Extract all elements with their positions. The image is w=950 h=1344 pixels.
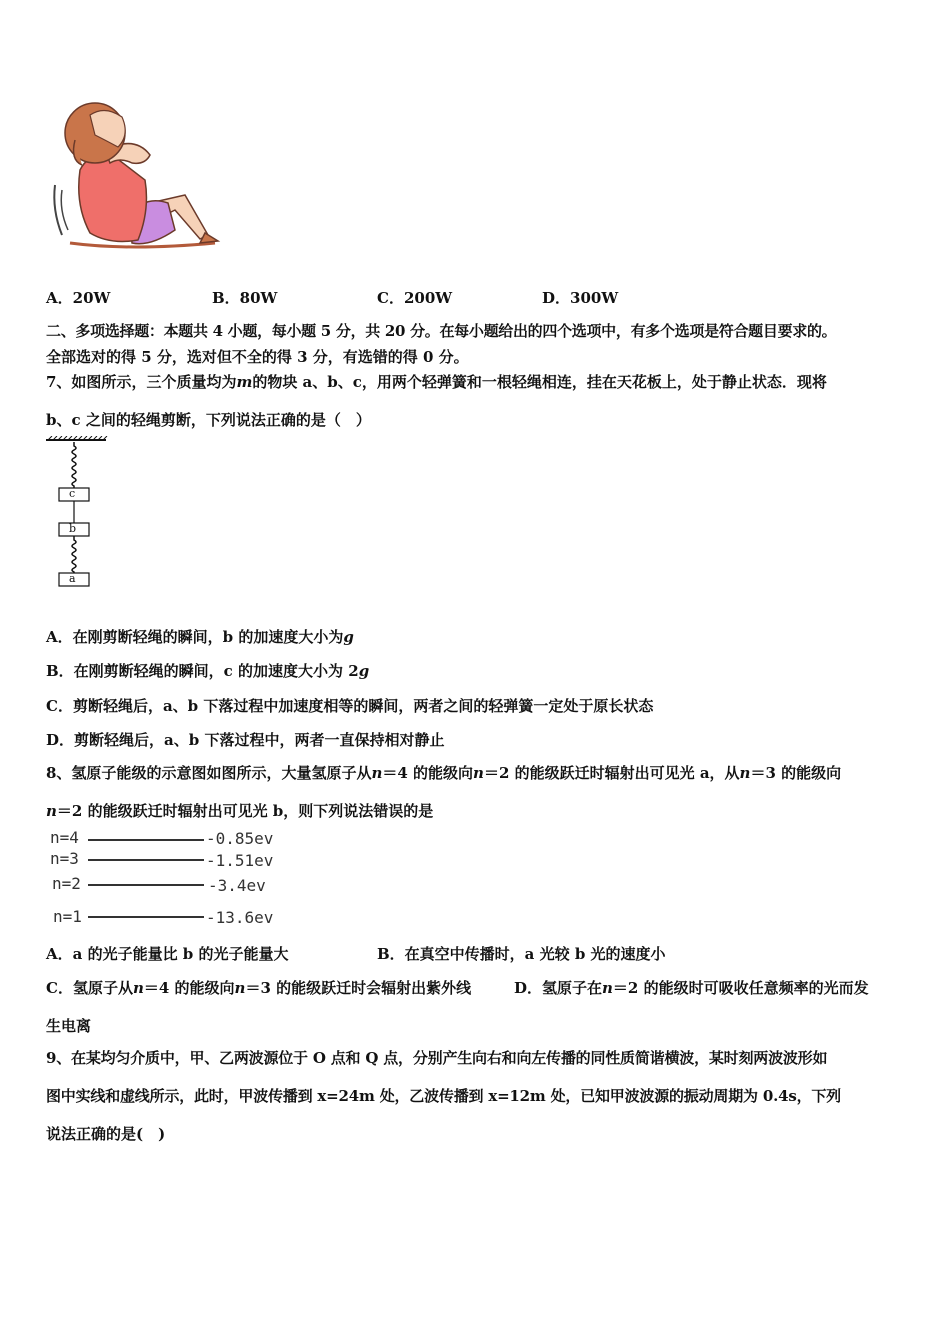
q9-stem-line3: 说法正确的是( ) <box>46 1125 166 1143</box>
situp-girl-illustration <box>50 95 225 255</box>
q8-option-a: A．a 的光子能量比 b 的光子能量大 <box>46 945 289 963</box>
q8-stem-line2: n＝2 的能级跃迁时辐射出可见光 b，则下列说法错误的是 <box>46 802 434 820</box>
block-b-label: b <box>69 522 77 535</box>
level-n4-line <box>88 839 204 841</box>
q7-stem-line1: 7、如图所示，三个质量均为m的物块 a、b、c，用两个轻弹簧和一根轻绳相连，挂在天花板上，处于静止状态．现将 <box>46 373 827 391</box>
level-n3-label: n=3 <box>50 849 79 868</box>
q6-option-a: A．20W <box>46 289 111 307</box>
block-c-label: c <box>69 487 76 500</box>
block-a-label: a <box>69 572 76 585</box>
level-n1-label: n=1 <box>53 907 82 926</box>
q7-option-a: A．在刚剪断轻绳的瞬间，b 的加速度大小为g <box>46 628 354 646</box>
q8-stem-line1: 8、氢原子能级的示意图如图所示，大量氢原子从n＝4 的能级向n＝2 的能级跃迁时辐射出可见光 a，从n＝3 的能级向 <box>46 764 842 782</box>
q7-spring-figure <box>44 436 110 592</box>
q9-stem-line2: 图中实线和虚线所示，此时，甲波传播到 x=24m 处，乙波传播到 x=12m 处，已知甲波波源的振动周期为 0.4s，下列 <box>46 1087 841 1105</box>
level-n2-line <box>88 884 204 886</box>
level-n4-label: n=4 <box>50 828 79 847</box>
level-n3-energy: -1.51ev <box>206 851 274 870</box>
level-n4-energy: -0.85ev <box>206 829 274 848</box>
level-n2-label: n=2 <box>52 874 81 893</box>
section2-heading-line1: 二、多项选择题：本题共 4 小题，每小题 5 分，共 20 分。在每小题给出的四个选项中，有多个选项是符合题目要求的。 <box>46 322 837 340</box>
q8-option-b: B．在真空中传播时，a 光较 b 光的速度小 <box>377 945 666 963</box>
q7-option-d: D．剪断轻绳后，a、b 下落过程中，两者一直保持相对静止 <box>46 731 445 749</box>
level-n1-line <box>88 916 204 918</box>
level-n1-energy: -13.6ev <box>206 908 274 927</box>
q8-option-d-cont: 生电离 <box>46 1017 92 1035</box>
q7-stem-line2: b、c 之间的轻绳剪断，下列说法正确的是（ ） <box>46 411 371 429</box>
q7-option-c: C．剪断轻绳后，a、b 下落过程中加速度相等的瞬间，两者之间的轻弹簧一定处于原长状态 <box>46 697 654 715</box>
q7-option-b: B．在刚剪断轻绳的瞬间，c 的加速度大小为 2g <box>46 662 370 680</box>
q8-option-d: D．氢原子在n＝2 的能级时可吸收任意频率的光而发 <box>514 979 869 997</box>
q6-option-c: C．200W <box>377 289 453 307</box>
q9-stem-line1: 9、在某均匀介质中，甲、乙两波源位于 O 点和 Q 点，分别产生向右和向左传播的同性质简谐横波，某时刻两波波形如 <box>46 1049 828 1067</box>
section2-heading-line2: 全部选对的得 5 分，选对但不全的得 3 分，有选错的得 0 分。 <box>46 348 469 366</box>
q6-option-b: B．80W <box>212 289 278 307</box>
q6-option-d: D．300W <box>542 289 619 307</box>
level-n2-energy: -3.4ev <box>208 876 266 895</box>
level-n3-line <box>88 859 204 861</box>
q8-option-c: C．氢原子从n＝4 的能级向n＝3 的能级跃迁时会辐射出紫外线 <box>46 979 472 997</box>
